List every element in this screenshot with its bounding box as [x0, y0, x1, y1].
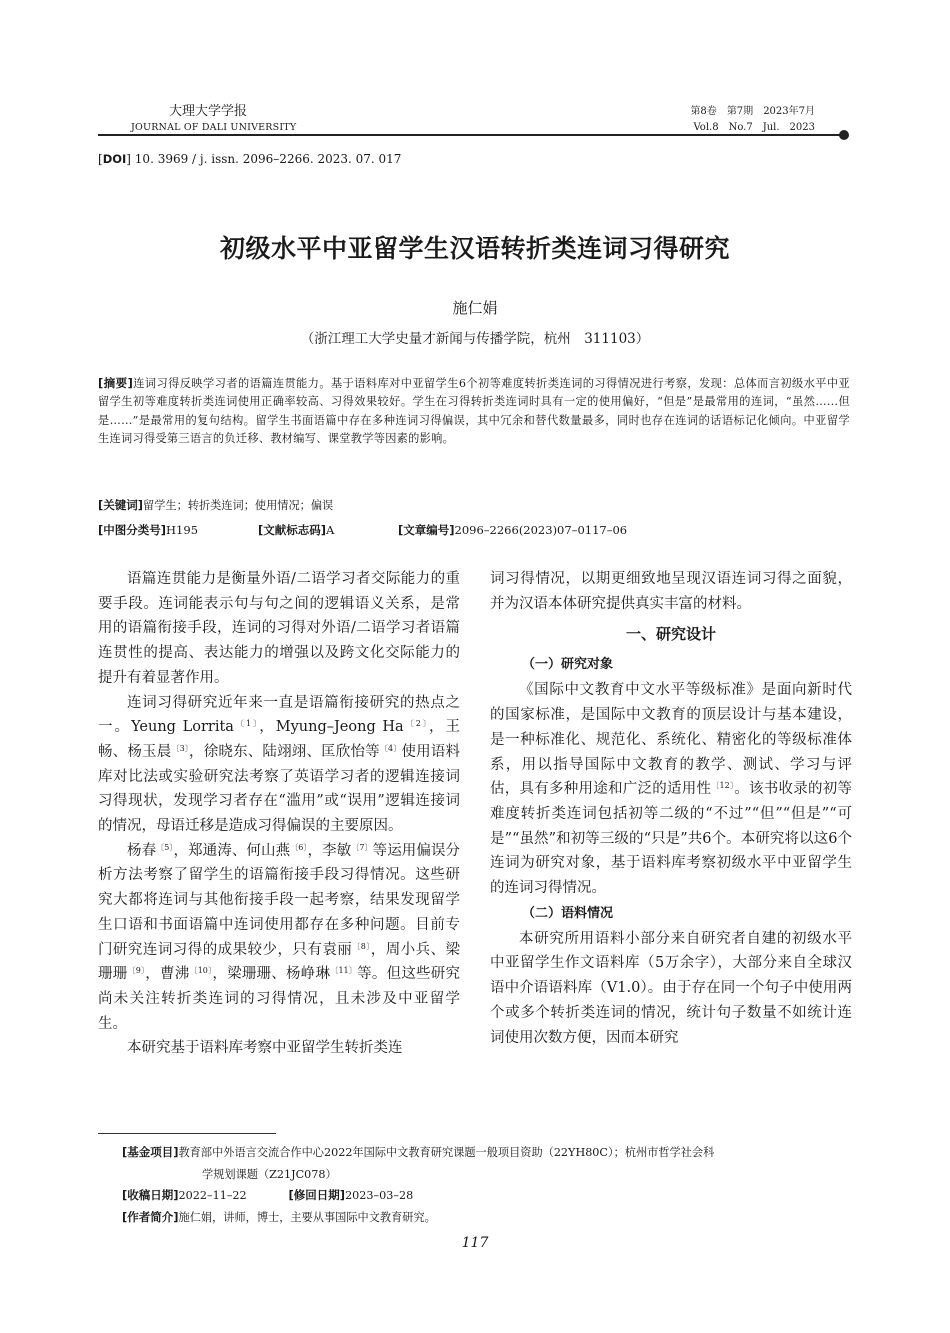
abstract-label: [摘要]	[98, 376, 134, 390]
journal-name-en: JOURNAL OF DALI UNIVERSITY	[131, 122, 297, 133]
classification-line	[98, 522, 858, 538]
body-column-right	[490, 567, 852, 1050]
paragraph-continued: 词习得情况，以期更细致地呈现汉语连词习得之面貌，并为汉语本体研究提供真实丰富的材料。	[490, 571, 852, 612]
page-number: 117	[461, 1235, 489, 1251]
citation-ref: 〔12〕	[711, 781, 735, 791]
citation-ref: 〔9〕	[127, 966, 146, 976]
citation-ref: 〔8〕	[352, 941, 371, 951]
journal-name-cn: 大理大学学报	[169, 104, 248, 119]
citation-ref: 〔4〕	[379, 743, 402, 753]
citation-ref: 〔2〕	[403, 719, 429, 729]
doi-value: 10. 3969 / j. issn. 2096–2266. 2023. 07. 017	[134, 152, 402, 166]
citation-ref: 〔10〕	[189, 966, 213, 976]
citation-ref: 〔1〕	[233, 719, 260, 729]
paragraph: 语篇连贯能力是衡量外语/二语学习者交际能力的重要手段。连词能表示句与句之间的逻辑语义关系，是常用的语篇衔接手段，连词的习得对外语/二语学习者语篇连贯性的提高、表达能力的增强以及跨文化交际能力的提升有着显著作用。	[98, 571, 460, 686]
citation-ref: 〔5〕	[156, 842, 174, 852]
fund-note-continued: 学规划课题（Z21JC078）	[202, 1167, 337, 1181]
keywords-text: 留学生；转折类连词；使用情况；偏误	[143, 499, 334, 512]
number-en: No.7	[728, 122, 753, 133]
paragraph: 杨春$^{〔5〕}$，郑通涛、何山燕$^{〔6〕}$，李敏$^{〔7〕}$等运用偏误分析方法考察了留学生的语篇衔接手段习得情况。这些研究大都将连词与其他衔接手段一起考察，结果发现留学生口语和书面语篇中连词使用都存在多种问题。目前专门研究连词习得的成果较少，只有袁丽$^{〔8〕}$，周小兵、梁珊珊$^{〔9〕}$，曹沸$^{〔10〕}$，梁珊珊、杨峥琳$^{〔11〕}$等。但这些研究尚未关注转折类连词的习得情况，且未涉及中亚留学生。	[98, 842, 461, 1032]
year-en: 2023	[789, 122, 815, 133]
volume-en: Vol.8	[693, 122, 719, 133]
citation-ref: 〔3〕	[171, 743, 190, 753]
section-heading: 一、研究设计	[625, 625, 716, 644]
citation-ref: 〔7〕	[351, 842, 373, 852]
body-column-left	[98, 567, 460, 1061]
subsection-heading: （二）语料情况	[522, 905, 614, 921]
paragraph: 《国际中文教育中文水平等级标准》是面向新时代的国家标准，是国际中文教育的顶层设计与基本建设，是一种标准化、规范化、系统化、精密化的等级标准体系，用以指导国际中文教育的教学、测试、学习与评估，具有多种用途和广泛的适用性$^{〔12〕}$。该书收录的初等难度转折类连词包括初等二级的“不过”“但”“但是”“可是”“虽然”和初等三级的“只是”共6个。本研究将以这6个连词为研究对象，基于语料库考察初级水平中亚留学生的连词习得情况。	[490, 682, 853, 897]
header-rule	[98, 134, 845, 136]
header-rule-dot	[839, 130, 849, 140]
paragraph: 本研究所用语料小部分来自研究者自建的初级水平中亚留学生作文语料库（5万余字），大部分来自全球汉语中介语语料库（V1.0）。由于存在同一个句子中使用两个或多个转折类连词的情况，统计句子数量不如统计连词使用次数方便，因而本研究	[490, 930, 852, 1046]
author-name: 施仁娟	[452, 299, 498, 317]
issue-info-cn	[680, 104, 815, 120]
paragraph: 连词习得研究近年来一直是语篇衔接研究的热点之一。Yeung Lorrita$^{〔1〕}$，Myung–Jeong $Ha^{〔2〕}$，王畅、杨玉晨$^{〔3〕}$，徐晓东、陆翊翊、匡欣怡等$^{〔4〕}$使用语料库对比法或实验研究法考察了英语学习者的逻辑连接词习得现状，发现学习者存在“滥用”或“误用”逻辑连接词的情况，母语迁移是造成习得偏误的主要原因。	[98, 694, 461, 835]
footnote-rule	[98, 1133, 276, 1134]
fund-note: [基金项目]教育部中外语言交流合作中心2022年国际中文教育研究课题一般项目资助（22YH80C）；杭州市哲学社会科	[122, 1145, 715, 1159]
keywords-label: [关键词]	[98, 498, 144, 512]
month-en: Jul.	[762, 122, 780, 133]
paragraph: 本研究基于语料库考察中亚留学生转折类连	[127, 1040, 403, 1057]
doi-line: [DOI] 10. 3969 / j. issn. 2096–2266. 2023. 07. 017	[98, 152, 402, 166]
abstract	[98, 374, 850, 449]
author-bio-note: [作者简介]施仁娟，讲师，博士，主要从事国际中文教育研究。	[122, 1209, 436, 1224]
journal-header	[131, 104, 296, 136]
subsection-heading: （一）研究对象	[522, 657, 614, 673]
clc-number: [中图分类号]H195	[98, 523, 199, 537]
author-affiliation: （浙江理工大学史量才新闻与传播学院，杭州 311103）	[300, 331, 650, 347]
number-cn: 第7期	[726, 106, 754, 117]
issue-info	[680, 104, 815, 136]
dates-note: [收稿日期]2022–11–22 [修回日期]2023–03–28	[122, 1188, 414, 1202]
keywords	[98, 497, 333, 513]
paper-title: 初级水平中亚留学生汉语转折类连词习得研究	[219, 234, 730, 263]
footnotes	[122, 1142, 850, 1228]
date-cn: 2023年7月	[763, 106, 815, 117]
volume-cn: 第8卷	[690, 106, 717, 117]
doi-label: DOI	[102, 152, 127, 166]
citation-ref: 〔6〕	[290, 842, 308, 852]
citation-ref: 〔11〕	[330, 966, 358, 976]
document-code: [文献标志码]A	[258, 523, 335, 537]
article-number: [文章编号]2096–2266(2023)07–0117–06	[398, 523, 628, 537]
abstract-text: 连词习得反映学习者的语篇连贯能力。基于语料库对中亚留学生6个初等难度转折类连词的习得情况进行考察，发现：总体而言初级水平中亚留学生初等难度转折类连词使用正确率较高、习得效果较好。学生在习得转折类连词时具有一定的使用偏好，“但是”是最常用的连词，“虽然……但是……”是最常用的复句结构。留学生书面语篇中存在多种连词习得偏误，其中冗余和替代数量最多，同时也存在连词的话语标记化倾向。中亚留学生连词习得受第三语言的负迁移、教材编写、课堂教学等因素的影响。	[98, 377, 850, 446]
